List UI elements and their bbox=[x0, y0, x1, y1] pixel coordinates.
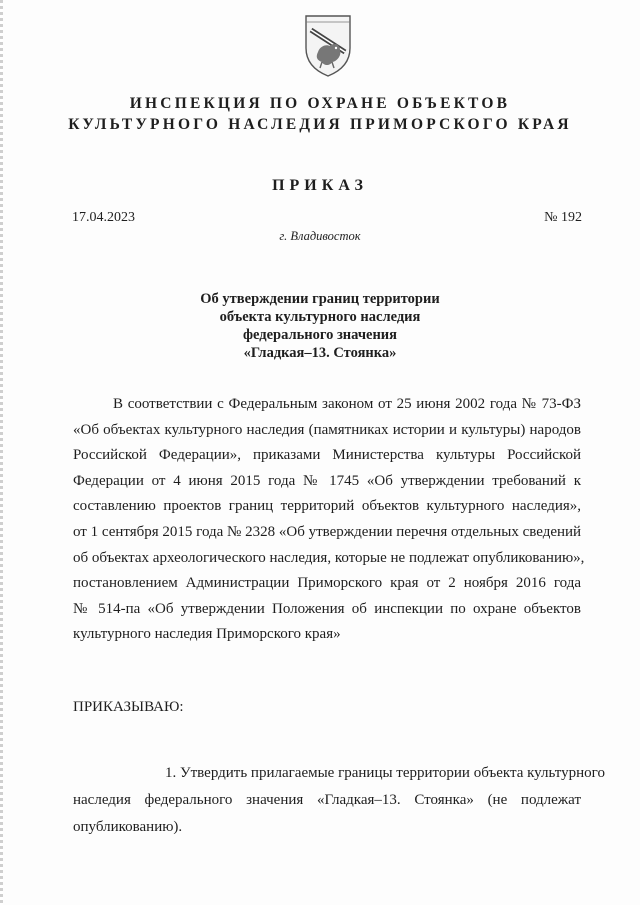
order-item-1 bbox=[73, 760, 605, 841]
paragraph-line: Федерации от 4 июня 2015 года № 1745 «Об утверждении требований к bbox=[73, 472, 581, 489]
paragraph-line: об объектах археологического наследия, которые не подлежат опубликованию», bbox=[73, 549, 585, 566]
paragraph-line: культурного наследия Приморского края» bbox=[73, 626, 341, 643]
item-line: наследия федерального значения «Гладкая–13. Стоянка» (не подлежат bbox=[73, 792, 581, 808]
coat-of-arms-icon bbox=[302, 12, 354, 78]
paragraph-line: Российской Федерации», приказами Министерства культуры Российской bbox=[73, 447, 581, 464]
paragraph-line: В соответствии с Федеральным законом от 25 июня 2002 года № 73-ФЗ bbox=[113, 396, 581, 412]
order-keyword: ПРИКАЗЫВАЮ: bbox=[73, 699, 184, 715]
paragraph-line: № 514-па «Об утверждении Положения об инспекции по охране объектов bbox=[73, 600, 581, 617]
title-line: Об утверждении границ территории bbox=[200, 291, 440, 307]
title-line: «Гладкая–13. Стоянка» bbox=[243, 345, 397, 361]
document-date: 17.04.2023 bbox=[72, 210, 135, 225]
title-line: федерального значения bbox=[242, 327, 397, 343]
document-type: ПРИКАЗ bbox=[272, 177, 368, 194]
paragraph-line: постановлением Администрации Приморского края от 2 ноября 2016 года bbox=[73, 575, 581, 592]
paragraph-line: составлению проектов границ территорий объектов культурного наследия», bbox=[73, 498, 581, 515]
preamble-paragraph bbox=[73, 392, 585, 648]
title-line: объекта культурного наследия bbox=[219, 309, 421, 325]
document-title bbox=[0, 290, 640, 362]
item-line: 1. Утвердить прилагаемые границы территории объекта культурного bbox=[165, 765, 605, 781]
item-line: опубликованию). bbox=[73, 819, 183, 835]
document-number: № 192 bbox=[544, 210, 582, 225]
paragraph-line: от 1 сентября 2015 года № 2328 «Об утверждении перечня отдельных сведений bbox=[73, 523, 582, 540]
paragraph-line: «Об объектах культурного наследия (памятниках истории и культуры) народов bbox=[73, 421, 581, 438]
scan-edge bbox=[0, 0, 3, 905]
agency-name-line1: ИНСПЕКЦИЯ ПО ОХРАНЕ ОБЪЕКТОВ bbox=[129, 95, 511, 112]
document-city: г. Владивосток bbox=[279, 229, 361, 243]
agency-name-line2: КУЛЬТУРНОГО НАСЛЕДИЯ ПРИМОРСКОГО КРАЯ bbox=[68, 116, 572, 133]
